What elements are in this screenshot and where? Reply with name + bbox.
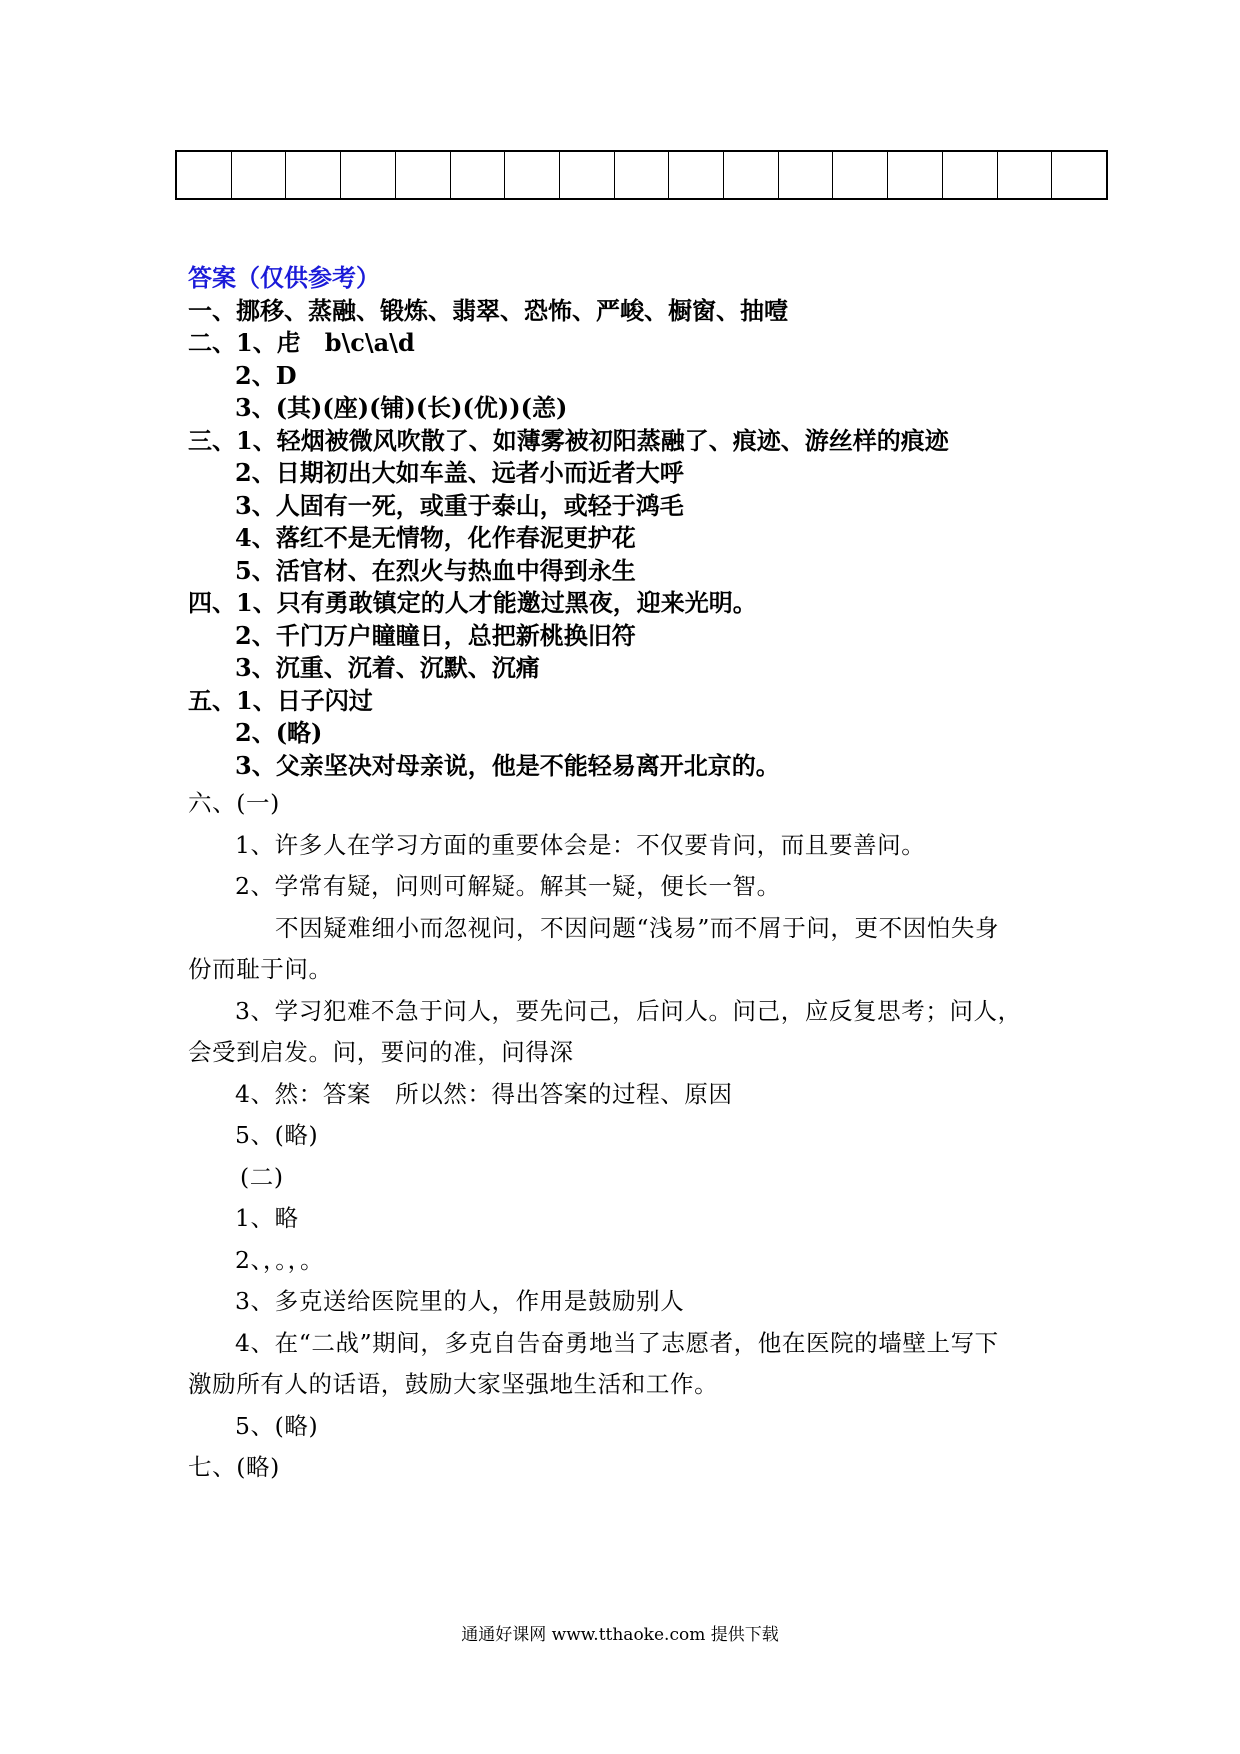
grid-cell (779, 152, 834, 198)
answer-line: 5、活官材、在烈火与热血中得到永生 (235, 556, 636, 585)
grid-cell (833, 152, 888, 198)
answer-line: 3、人固有一死，或重于泰山，或轻于鸿毛 (235, 491, 684, 520)
answer-line: 七、(略) (188, 1453, 280, 1481)
grid-cell (451, 152, 506, 198)
answer-line: 1、略 (235, 1204, 299, 1232)
grid-cell (505, 152, 560, 198)
answer-title: 答案（仅供参考） (188, 263, 380, 292)
answer-line: 5、(略) (235, 1412, 319, 1440)
answer-line: 激励所有人的话语，鼓励大家坚强地生活和工作。 (188, 1370, 719, 1398)
answer-line: 2、日期初出大如车盖、远者小而近者大呼 (235, 458, 684, 487)
answer-line: 3、学习犯难不急于问人，要先问己，后问人。问己，应反复思考；问人， (235, 997, 1022, 1025)
answer-line: 4、落红不是无情物，化作春泥更护花 (235, 523, 636, 552)
grid-cell (724, 152, 779, 198)
answer-line: 4、在“二战”期间，多克自告奋勇地当了志愿者，他在医院的墙壁上写下 (235, 1329, 999, 1357)
answer-line: 3、多克送给医院里的人，作用是鼓励别人 (235, 1287, 685, 1315)
answer-line: 不因疑难细小而忽视问，不因问题“浅易”而不屑于问，更不因怕失身 (275, 914, 1000, 942)
answer-line: 四、1、只有勇敢镇定的人才能邀过黑夜，迎来光明。 (188, 588, 757, 617)
grid-cell (560, 152, 615, 198)
answer-line: 会受到启发。问，要问的准，问得深 (188, 1038, 574, 1066)
grid-cell (177, 152, 232, 198)
page-footer: 通通好课网 www.tthaoke.com 提供下载 (461, 1625, 779, 1645)
answer-line: 3、沉重、沉着、沉默、沉痛 (235, 653, 540, 682)
answer-line: (二) (240, 1163, 284, 1191)
answer-line: 2、学常有疑，问则可解疑。解其一疑，便长一智。 (235, 872, 781, 900)
answer-line: 二、1、虍 b\c\a\d (188, 328, 415, 357)
grid-cell (232, 152, 287, 198)
grid-cell (1052, 152, 1106, 198)
answer-line: 2、(略) (235, 718, 323, 747)
grid-cell (943, 152, 998, 198)
answer-line: 2、D (235, 361, 297, 390)
answer-line: 三、1、轻烟被微风吹散了、如薄雾被初阳蒸融了、痕迹、游丝样的痕迹 (188, 426, 949, 455)
grid-cell (888, 152, 943, 198)
answer-line: 六、(一) (188, 789, 280, 817)
grid-cell (341, 152, 396, 198)
answer-line: 份而耻于问。 (188, 955, 333, 983)
grid-cell (998, 152, 1053, 198)
answer-line: 3、(其)(座)(铺)(长)(优))(恙) (235, 393, 568, 422)
answer-line: 1、许多人在学习方面的重要体会是：不仅要肯问，而且要善问。 (235, 831, 926, 859)
grid-cell (615, 152, 670, 198)
answer-grid (175, 150, 1108, 200)
answer-line: 5、(略) (235, 1121, 319, 1149)
answer-line: 一、挪移、蒸融、锻炼、翡翠、恐怖、严峻、橱窗、抽噎 (188, 296, 788, 325)
answer-line: 3、父亲坚决对母亲说，他是不能轻易离开北京的。 (235, 751, 780, 780)
grid-cell (669, 152, 724, 198)
answer-line: 2、千门万户瞳瞳日，总把新桃换旧符 (235, 621, 636, 650)
answer-line: 2、，。，。 (235, 1246, 325, 1274)
answer-line: 五、1、日子闪过 (188, 686, 373, 715)
grid-cell (286, 152, 341, 198)
answer-line: 4、然：答案 所以然：得出答案的过程、原因 (235, 1080, 733, 1108)
grid-cell (396, 152, 451, 198)
